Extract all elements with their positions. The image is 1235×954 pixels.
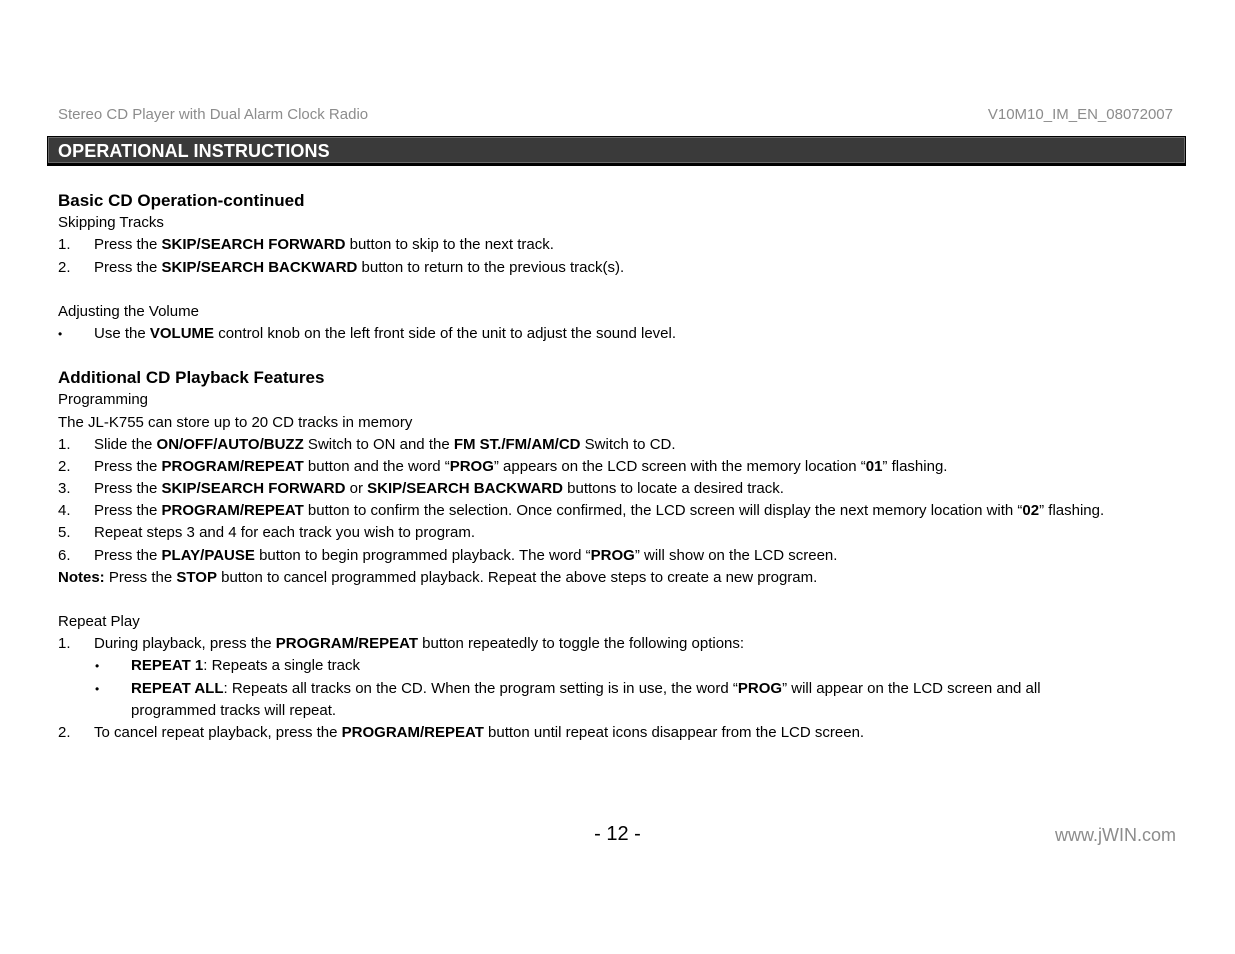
list-text: Repeat steps 3 and 4 for each track you wish to program. <box>94 524 476 542</box>
list-item-skip-1 <box>58 234 1188 256</box>
subheading-volume: Adjusting the Volume <box>58 302 199 320</box>
list-number: 5. <box>58 524 71 542</box>
list-item-repeat-1 <box>58 633 1188 655</box>
page-content <box>58 190 1188 744</box>
section-banner-title: OPERATIONAL INSTRUCTIONS <box>58 141 330 161</box>
text: button to skip to the next track. <box>345 236 554 254</box>
text: button repeatedly to toggle the following options: <box>418 635 745 653</box>
list-text <box>94 545 837 567</box>
text: Switch to ON and the <box>303 435 454 453</box>
bullet-item-repeat-all <box>58 678 1188 700</box>
notes-label: Notes: <box>58 568 105 586</box>
bold-text: PROG <box>449 457 494 475</box>
bold-text: SKIP/SEARCH BACKWARD <box>161 258 358 276</box>
list-text <box>94 434 676 456</box>
document-subtitle: Stereo CD Player with Dual Alarm Clock Radio <box>58 106 369 123</box>
bold-text: 02 <box>1022 502 1040 520</box>
bullet-item-repeat-1 <box>58 655 1188 677</box>
bullet: • <box>95 659 100 674</box>
list-item-prog-6 <box>58 545 1188 567</box>
page-number: - 12 - <box>594 823 641 845</box>
bold-text: 01 <box>865 457 883 475</box>
text: Switch to CD. <box>580 435 676 453</box>
list-text <box>94 456 947 478</box>
text: Use the <box>94 324 150 342</box>
bold-text: PLAY/PAUSE <box>161 546 255 564</box>
bold-text: REPEAT ALL <box>131 679 224 697</box>
list-text <box>131 678 1041 700</box>
bold-text: REPEAT 1 <box>131 657 204 675</box>
text: control knob on the left front side of the unit to adjust the sound level. <box>214 324 677 342</box>
text: Press the <box>104 568 177 586</box>
heading-additional: Additional CD Playback Features <box>58 368 325 388</box>
section-banner <box>47 136 1186 166</box>
text: Press the <box>94 457 162 475</box>
heading-basic-cd: Basic CD Operation-continued <box>58 191 305 210</box>
list-text <box>94 478 784 500</box>
list-number: 6. <box>58 546 71 564</box>
list-number: 2. <box>58 258 71 276</box>
bold-text: PROG <box>590 546 635 564</box>
list-number: 1. <box>58 635 71 653</box>
text: ” flashing. <box>882 457 948 475</box>
list-text <box>94 323 676 345</box>
list-text <box>94 257 624 279</box>
list-text: programmed tracks will repeat. <box>131 701 337 719</box>
programming-intro: The JL-K755 can store up to 20 CD tracks in memory <box>58 413 413 431</box>
list-text <box>94 500 1104 522</box>
bold-text: PROG <box>737 679 783 697</box>
text: Slide the <box>94 435 157 453</box>
bold-text: PROGRAM/REPEAT <box>275 635 418 653</box>
notes-line <box>58 567 1188 589</box>
text: ” will show on the LCD screen. <box>634 546 838 564</box>
bold-text: ON/OFF/AUTO/BUZZ <box>156 435 304 453</box>
text: : Repeats a single track <box>203 657 360 675</box>
list-text <box>94 234 554 256</box>
list-number: 1. <box>58 236 71 254</box>
bold-text: VOLUME <box>149 324 215 342</box>
list-number: 3. <box>58 480 71 498</box>
text: button to begin programmed playback. The word “ <box>254 546 591 564</box>
text: Press the <box>94 258 162 276</box>
text: button to return to the previous track(s). <box>357 258 625 276</box>
website-url: www.jWIN.com <box>1055 825 1176 845</box>
subheading-repeat: Repeat Play <box>58 613 140 630</box>
text: buttons to locate a desired track. <box>562 480 784 498</box>
bold-text: SKIP/SEARCH FORWARD <box>161 480 346 498</box>
text: ” flashing. <box>1039 502 1105 520</box>
list-number: 2. <box>58 723 71 741</box>
bullet: • <box>58 326 63 341</box>
bold-text: SKIP/SEARCH FORWARD <box>161 236 346 254</box>
text: Press the <box>94 502 162 520</box>
bullet-item-volume <box>58 323 1188 345</box>
subheading-skipping: Skipping Tracks <box>58 214 164 232</box>
list-item-prog-5 <box>58 522 1188 544</box>
document-code: V10M10_IM_EN_08072007 <box>987 106 1173 123</box>
list-number: 4. <box>58 502 71 520</box>
text: button and the word “ <box>303 457 450 475</box>
text: : Repeats all tracks on the CD. When the program setting is in use, the word “ <box>223 679 738 697</box>
text: During playback, press the <box>94 635 276 653</box>
list-item-prog-3 <box>58 478 1188 500</box>
list-item-prog-1 <box>58 434 1188 456</box>
text: To cancel repeat playback, press the <box>94 723 342 741</box>
text: Press the <box>94 236 162 254</box>
text: button until repeat icons disappear from the LCD screen. <box>483 723 865 741</box>
list-item-prog-2 <box>58 456 1188 478</box>
list-text <box>94 722 864 744</box>
text: button to cancel programmed playback. Repeat the above steps to create a new program. <box>216 568 818 586</box>
bold-text: FM ST./FM/AM/CD <box>453 435 581 453</box>
list-number: 1. <box>58 435 71 453</box>
text: Press the <box>94 480 162 498</box>
list-item-prog-4 <box>58 500 1188 522</box>
bold-text: STOP <box>176 568 217 586</box>
text: ” appears on the LCD screen with the memory location “ <box>493 457 866 475</box>
bold-text: PROGRAM/REPEAT <box>161 502 304 520</box>
list-number: 2. <box>58 457 71 475</box>
list-text <box>131 655 360 677</box>
bold-text: SKIP/SEARCH BACKWARD <box>367 480 563 498</box>
text: Press the <box>94 546 162 564</box>
text: ” will appear on the LCD screen and all <box>782 679 1041 697</box>
bullet: • <box>95 681 100 696</box>
bold-text: PROGRAM/REPEAT <box>341 723 484 741</box>
bold-text: PROGRAM/REPEAT <box>161 457 304 475</box>
text: or <box>345 480 368 498</box>
list-text <box>94 633 744 655</box>
list-item-skip-2 <box>58 257 1188 279</box>
list-item-repeat-2 <box>58 722 1188 744</box>
bullet-item-repeat-all-cont <box>58 700 1188 722</box>
text: button to confirm the selection. Once confirmed, the LCD screen will display the next memory location with “ <box>303 502 1023 520</box>
subheading-programming: Programming <box>58 391 149 409</box>
